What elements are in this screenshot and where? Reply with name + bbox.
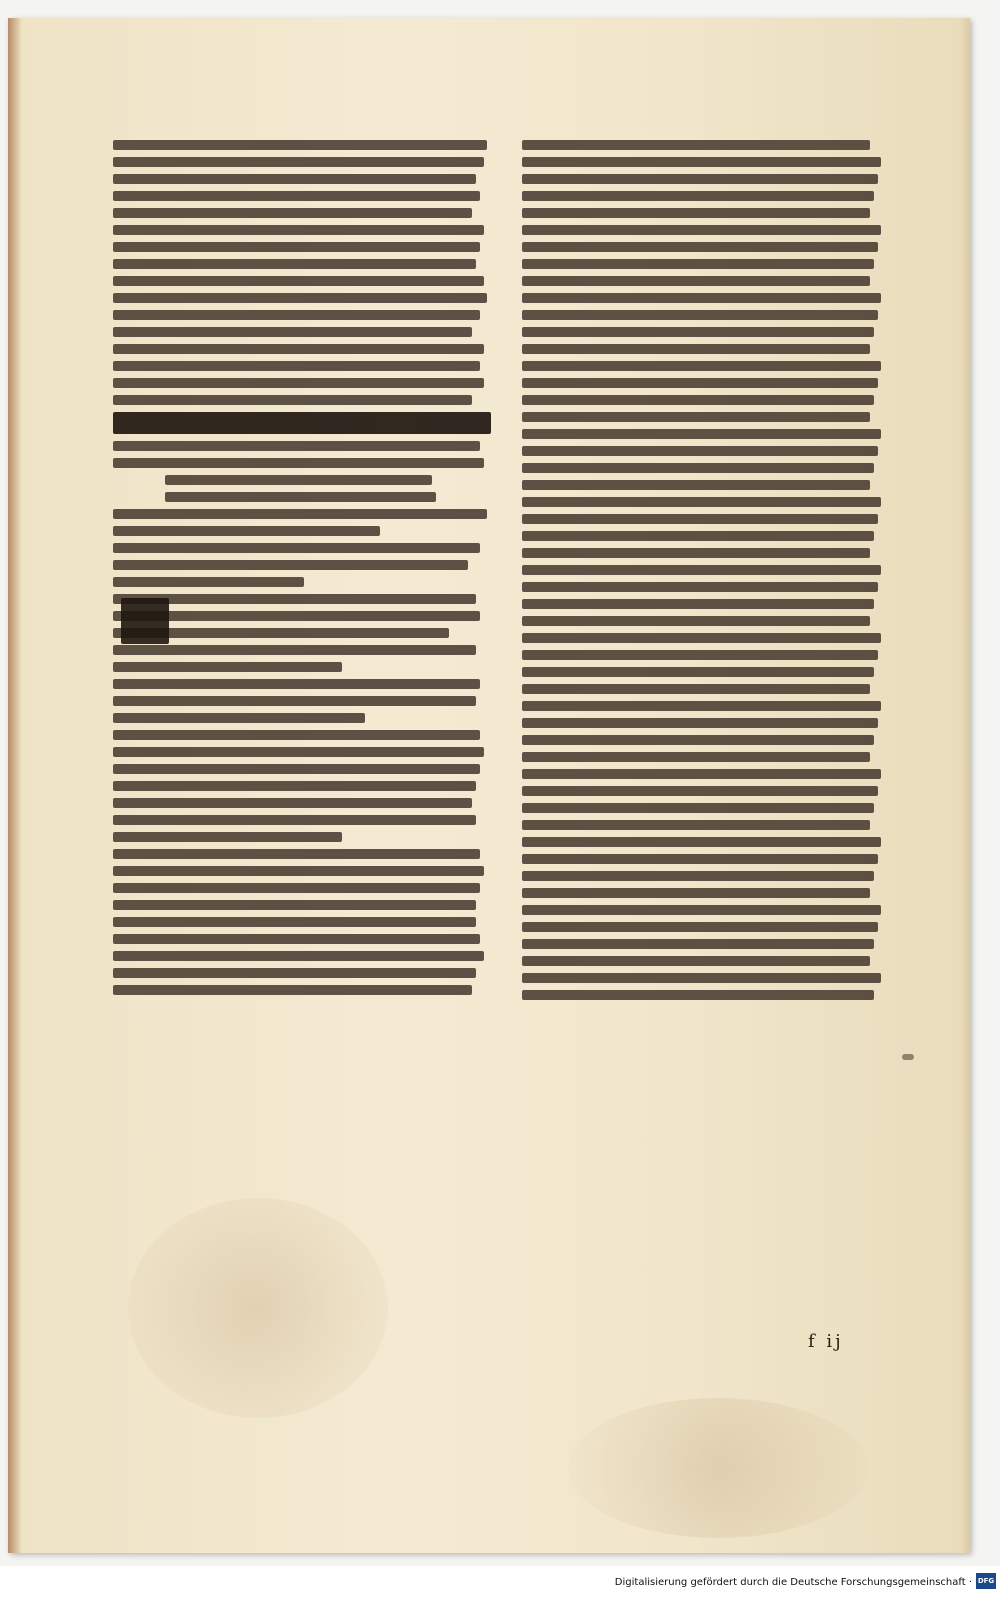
text-line xyxy=(113,276,484,286)
text-line xyxy=(522,310,878,320)
text-line xyxy=(522,888,870,898)
text-line xyxy=(113,526,380,536)
text-line xyxy=(113,577,304,587)
text-line xyxy=(522,429,881,439)
text-line xyxy=(113,713,365,723)
text-line xyxy=(522,650,878,660)
text-line xyxy=(522,735,874,745)
text-line xyxy=(522,412,870,422)
text-line xyxy=(113,662,342,672)
text-line xyxy=(113,560,468,570)
text-line xyxy=(113,208,472,218)
text-line xyxy=(113,815,476,825)
text-line xyxy=(113,951,484,961)
text-line xyxy=(113,798,472,808)
text-line xyxy=(113,764,480,774)
page-gutter-shadow xyxy=(8,18,22,1553)
text-line xyxy=(522,973,881,983)
text-column-right xyxy=(522,133,885,1007)
text-line xyxy=(522,548,870,558)
text-line xyxy=(113,441,480,451)
text-line xyxy=(522,531,874,541)
text-line xyxy=(113,344,484,354)
text-line xyxy=(522,565,881,575)
text-line xyxy=(522,191,874,201)
page-edge xyxy=(960,18,970,1553)
text-line xyxy=(522,463,874,473)
text-line xyxy=(113,900,476,910)
text-line xyxy=(113,361,480,371)
text-line xyxy=(113,140,487,150)
text-line xyxy=(113,849,480,859)
text-line xyxy=(522,140,870,150)
text-line xyxy=(522,361,881,371)
text-line xyxy=(113,259,476,269)
text-line xyxy=(522,225,881,235)
text-line xyxy=(522,854,878,864)
text-line xyxy=(522,939,874,949)
text-line xyxy=(522,582,878,592)
text-line xyxy=(522,820,870,830)
text-line xyxy=(522,259,874,269)
text-column-left xyxy=(113,133,495,1002)
text-line xyxy=(522,616,870,626)
text-line xyxy=(113,696,476,706)
text-line xyxy=(522,157,881,167)
text-line xyxy=(113,293,487,303)
text-line xyxy=(522,514,878,524)
text-line xyxy=(113,747,484,757)
text-line xyxy=(522,480,870,490)
text-line xyxy=(113,242,480,252)
text-line xyxy=(522,667,874,677)
text-line xyxy=(165,475,432,485)
drop-cap-initial xyxy=(121,598,169,644)
text-line xyxy=(522,752,870,762)
text-line xyxy=(522,327,874,337)
text-line xyxy=(522,242,878,252)
text-line xyxy=(522,344,870,354)
text-line xyxy=(113,378,484,388)
text-line xyxy=(113,157,484,167)
text-line xyxy=(113,968,476,978)
margin-mark xyxy=(902,1054,914,1060)
text-line xyxy=(522,395,874,405)
text-line xyxy=(522,633,881,643)
text-line xyxy=(522,990,874,1000)
text-line xyxy=(522,922,878,932)
text-line xyxy=(522,293,881,303)
text-line xyxy=(113,225,484,235)
dfg-logo: DFG xyxy=(976,1573,996,1589)
text-line xyxy=(113,917,476,927)
paper-stain xyxy=(568,1398,868,1538)
text-line xyxy=(522,378,878,388)
text-line xyxy=(113,679,480,689)
signature-mark: f ij xyxy=(808,1331,844,1352)
text-line xyxy=(522,803,874,813)
text-line xyxy=(522,208,870,218)
chapter-heading-line xyxy=(113,412,491,434)
text-line xyxy=(522,786,878,796)
text-line xyxy=(522,905,881,915)
text-line xyxy=(522,837,881,847)
text-line xyxy=(522,769,881,779)
text-line xyxy=(113,191,480,201)
text-line xyxy=(522,956,870,966)
text-line xyxy=(522,497,881,507)
text-line xyxy=(113,866,484,876)
text-line xyxy=(113,883,480,893)
text-line xyxy=(113,543,480,553)
text-line xyxy=(113,645,476,655)
text-line xyxy=(522,718,878,728)
paper-stain xyxy=(128,1198,388,1418)
text-line xyxy=(113,458,484,468)
text-line xyxy=(113,174,476,184)
text-line xyxy=(113,327,472,337)
text-line xyxy=(522,276,870,286)
text-line xyxy=(113,832,342,842)
text-line xyxy=(522,684,870,694)
text-line xyxy=(113,395,472,405)
text-line xyxy=(113,509,487,519)
text-line xyxy=(522,599,874,609)
text-line xyxy=(113,934,480,944)
text-line xyxy=(522,174,878,184)
text-line xyxy=(522,446,878,456)
text-line xyxy=(522,871,874,881)
text-line xyxy=(522,701,881,711)
footer-credit: Digitalisierung gefördert durch die Deutsche Forschungsgemeinschaft · xyxy=(614,1577,972,1588)
text-line xyxy=(113,730,480,740)
text-line xyxy=(113,985,472,995)
text-line xyxy=(113,781,476,791)
text-line xyxy=(165,492,436,502)
text-line xyxy=(113,310,480,320)
